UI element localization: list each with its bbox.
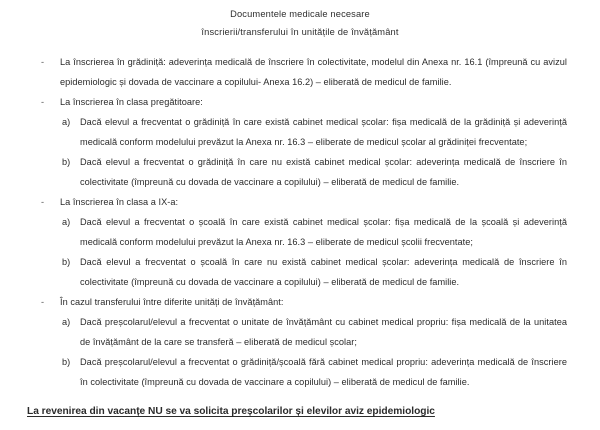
dash-bullet-icon: - <box>41 197 45 207</box>
list-item-text: Dacă elevul a frecventat o școală în care nu există cabinet medical școlar: adeverința medicală de înscriere în colectivitate (împreună cu dovada de vaccinare a copilului) – eliberată de medicul de familie. <box>80 257 567 287</box>
page-title-line-2: înscrierii/transferului în unitățile de învățământ <box>201 27 399 37</box>
list-item-marker: b) <box>62 157 71 167</box>
list-item-text: Dacă preșcolarul/elevul a frecventat o grădiniță/școală fără cabinet medical propriu: adeverința medicală de înscriere în colectivitate (împreună cu dovada de vaccinare a copilului) – eliberată de medicul de familie. <box>80 357 567 387</box>
dash-bullet-icon: - <box>41 57 45 67</box>
list-item <box>27 252 567 292</box>
list-item-marker: b) <box>62 357 71 367</box>
section-clasa-pregatitoare <box>27 92 567 112</box>
list-item <box>27 152 567 192</box>
list-item-text: Dacă elevul a frecventat o școală în care există cabinet medical școlar: fișa medicală de la școală și adeverință medicală conform modelului prevăzut la Anexa nr. 16.3 – eliberate de medicul școlii frecventate; <box>80 217 567 247</box>
list-item-marker: a) <box>62 117 71 127</box>
section-transfer <box>27 292 567 312</box>
list-item-text: Dacă elevul a frecventat o grădiniță în care există cabinet medical școlar: fișa medicală de la grădiniță și adeverință medicală conform modelului prevăzut la Anexa nr. 16.3 – eliberate de medicul școlar al grădiniței frecventate; <box>80 117 567 147</box>
dash-bullet-icon: - <box>41 297 45 307</box>
dash-bullet-icon: - <box>41 97 45 107</box>
list-item <box>27 212 567 252</box>
section-clasa-pregatitoare-lead: La înscrierea în clasa pregătitoare: <box>60 97 203 107</box>
list-item-text: Dacă elevul a frecventat o grădiniță în care nu există cabinet medical școlar: adeverința medicală de înscriere în colectivitate (împreună cu dovada de vaccinare a copilului) – eliberată de medicul de familie. <box>80 157 567 187</box>
section-gradinita-lead: La înscrierea în grădiniță: adeverința medicală de înscriere în colectivitate, modelul din Anexa nr. 16.1 (împreună cu avizul epidemiologic și dovada de vaccinare a copilului- Anexa 16.2) – eliberată de medicul de familie. <box>60 57 567 87</box>
list-item <box>27 112 567 152</box>
document-title-block <box>0 0 600 41</box>
list-item-marker: a) <box>62 217 71 227</box>
document-body <box>0 52 600 392</box>
footer-emphasis-note: La revenirea din vacanțe NU se va solicita preșcolarilor și elevilor aviz epidemiologic <box>27 406 435 417</box>
list-item <box>27 312 567 352</box>
section-clasa-ix-lead: La înscrierea în clasa a IX-a: <box>60 197 179 207</box>
list-item-text: Dacă preșcolarul/elevul a frecventat o unitate de învățământ cu cabinet medical propriu: fișa medicală de la unitatea de învățământ de la care se transferă – eliberată de medicul școlar; <box>80 317 567 347</box>
list-item <box>27 352 567 392</box>
section-gradinita <box>27 52 567 92</box>
list-item-marker: a) <box>62 317 71 327</box>
list-item-marker: b) <box>62 257 71 267</box>
page-title-line-1: Documentele medicale necesare <box>230 9 370 19</box>
section-transfer-lead: În cazul transferului între diferite unități de învățământ: <box>60 297 284 307</box>
section-clasa-ix <box>27 192 567 212</box>
